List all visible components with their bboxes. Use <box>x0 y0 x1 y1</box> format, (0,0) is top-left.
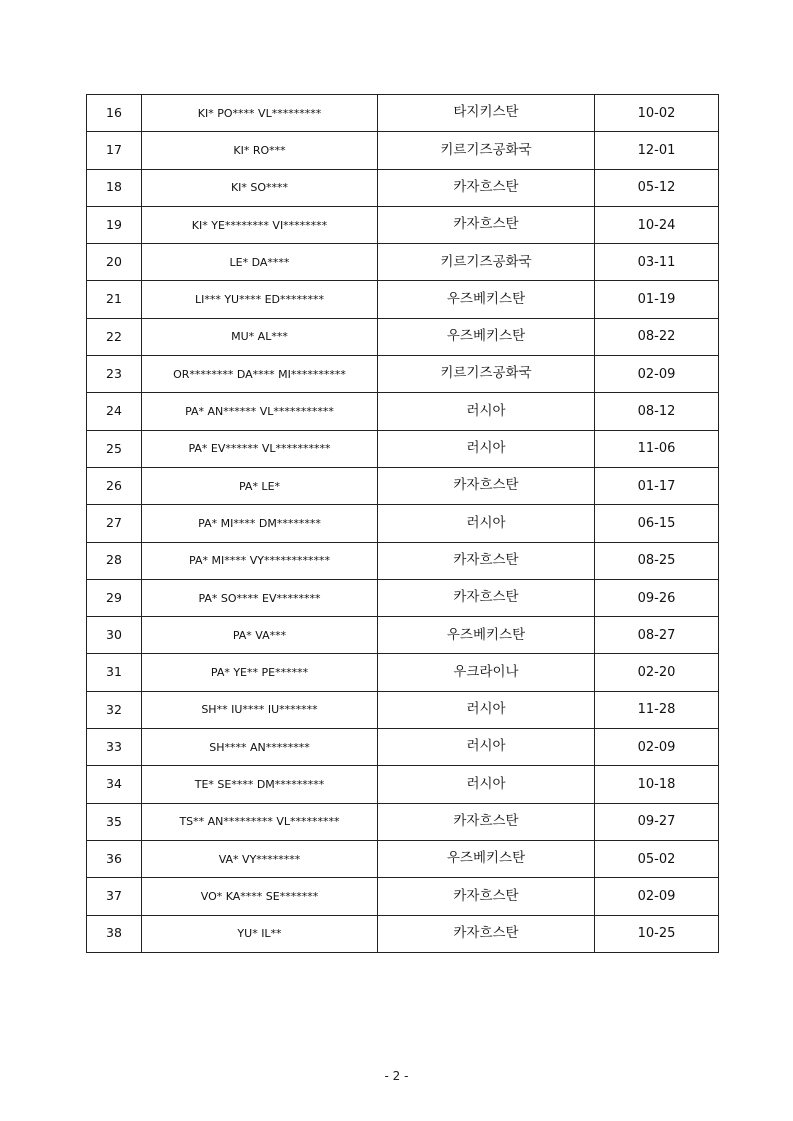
table-row <box>87 840 719 877</box>
country-cell: 카자흐스탄 <box>378 915 595 952</box>
row-number-cell: 22 <box>87 318 142 355</box>
country-cell: 카자흐스탄 <box>378 542 595 579</box>
row-number-cell: 20 <box>87 244 142 281</box>
country-cell: 러시아 <box>378 729 595 766</box>
table-row <box>87 766 719 803</box>
country-cell: 우즈베키스탄 <box>378 281 595 318</box>
date-cell: 10-18 <box>595 766 719 803</box>
date-cell: 02-20 <box>595 654 719 691</box>
date-cell: 03-11 <box>595 244 719 281</box>
row-number-cell: 21 <box>87 281 142 318</box>
row-number-cell: 34 <box>87 766 142 803</box>
row-number-cell: 32 <box>87 691 142 728</box>
masked-name-cell: VO* KA**** SE******* <box>142 878 378 915</box>
roster-table <box>86 94 719 953</box>
row-number-cell: 19 <box>87 206 142 243</box>
date-cell: 05-02 <box>595 840 719 877</box>
masked-name-cell: KI* PO**** VL********* <box>142 95 378 132</box>
table-row <box>87 691 719 728</box>
country-cell: 우크라이나 <box>378 654 595 691</box>
country-cell: 키르기즈공화국 <box>378 132 595 169</box>
masked-name-cell: KI* RO*** <box>142 132 378 169</box>
masked-name-cell: SH** IU**** IU******* <box>142 691 378 728</box>
row-number-cell: 27 <box>87 505 142 542</box>
row-number-cell: 36 <box>87 840 142 877</box>
date-cell: 01-19 <box>595 281 719 318</box>
table-row <box>87 206 719 243</box>
row-number-cell: 24 <box>87 393 142 430</box>
date-cell: 02-09 <box>595 356 719 393</box>
masked-name-cell: KI* SO**** <box>142 169 378 206</box>
country-cell: 러시아 <box>378 505 595 542</box>
country-cell: 우즈베키스탄 <box>378 318 595 355</box>
country-cell: 카자흐스탄 <box>378 579 595 616</box>
table-row <box>87 878 719 915</box>
row-number-cell: 30 <box>87 617 142 654</box>
date-cell: 09-26 <box>595 579 719 616</box>
country-cell: 키르기즈공화국 <box>378 356 595 393</box>
table-row <box>87 393 719 430</box>
masked-name-cell: PA* SO**** EV******** <box>142 579 378 616</box>
table-row <box>87 244 719 281</box>
table-row <box>87 467 719 504</box>
country-cell: 키르기즈공화국 <box>378 244 595 281</box>
date-cell: 10-25 <box>595 915 719 952</box>
masked-name-cell: KI* YE******** VI******** <box>142 206 378 243</box>
masked-name-cell: PA* MI**** DM******** <box>142 505 378 542</box>
table-row <box>87 654 719 691</box>
table-row <box>87 169 719 206</box>
masked-name-cell: YU* IL** <box>142 915 378 952</box>
row-number-cell: 17 <box>87 132 142 169</box>
row-number-cell: 16 <box>87 95 142 132</box>
table-row <box>87 915 719 952</box>
masked-name-cell: MU* AL*** <box>142 318 378 355</box>
date-cell: 02-09 <box>595 878 719 915</box>
date-cell: 08-25 <box>595 542 719 579</box>
country-cell: 러시아 <box>378 430 595 467</box>
table-row <box>87 430 719 467</box>
masked-name-cell: OR******** DA**** MI********** <box>142 356 378 393</box>
country-cell: 러시아 <box>378 393 595 430</box>
country-cell: 카자흐스탄 <box>378 206 595 243</box>
table-row <box>87 95 719 132</box>
masked-name-cell: SH**** AN******** <box>142 729 378 766</box>
masked-name-cell: PA* VA*** <box>142 617 378 654</box>
date-cell: 12-01 <box>595 132 719 169</box>
page-number: - 2 - <box>384 1069 409 1083</box>
masked-name-cell: VA* VY******** <box>142 840 378 877</box>
date-cell: 11-28 <box>595 691 719 728</box>
masked-name-cell: PA* EV****** VL********** <box>142 430 378 467</box>
masked-name-cell: TE* SE**** DM********* <box>142 766 378 803</box>
row-number-cell: 35 <box>87 803 142 840</box>
date-cell: 06-15 <box>595 505 719 542</box>
masked-name-cell: PA* YE** PE****** <box>142 654 378 691</box>
table-row <box>87 803 719 840</box>
table-row <box>87 542 719 579</box>
row-number-cell: 18 <box>87 169 142 206</box>
date-cell: 05-12 <box>595 169 719 206</box>
table-row <box>87 579 719 616</box>
date-cell: 02-09 <box>595 729 719 766</box>
row-number-cell: 31 <box>87 654 142 691</box>
row-number-cell: 26 <box>87 467 142 504</box>
row-number-cell: 33 <box>87 729 142 766</box>
country-cell: 카자흐스탄 <box>378 803 595 840</box>
date-cell: 11-06 <box>595 430 719 467</box>
table-row <box>87 505 719 542</box>
table-row <box>87 729 719 766</box>
table-row <box>87 318 719 355</box>
roster-table-body <box>87 95 719 953</box>
row-number-cell: 25 <box>87 430 142 467</box>
date-cell: 08-12 <box>595 393 719 430</box>
masked-name-cell: PA* LE* <box>142 467 378 504</box>
row-number-cell: 29 <box>87 579 142 616</box>
country-cell: 카자흐스탄 <box>378 467 595 504</box>
row-number-cell: 28 <box>87 542 142 579</box>
masked-name-cell: PA* MI**** VY************ <box>142 542 378 579</box>
country-cell: 카자흐스탄 <box>378 878 595 915</box>
date-cell: 10-24 <box>595 206 719 243</box>
table-row <box>87 356 719 393</box>
date-cell: 08-27 <box>595 617 719 654</box>
masked-name-cell: PA* AN****** VL*********** <box>142 393 378 430</box>
table-row <box>87 132 719 169</box>
date-cell: 10-02 <box>595 95 719 132</box>
country-cell: 카자흐스탄 <box>378 169 595 206</box>
date-cell: 09-27 <box>595 803 719 840</box>
row-number-cell: 37 <box>87 878 142 915</box>
country-cell: 러시아 <box>378 691 595 728</box>
masked-name-cell: LI*** YU**** ED******** <box>142 281 378 318</box>
country-cell: 우즈베키스탄 <box>378 617 595 654</box>
date-cell: 08-22 <box>595 318 719 355</box>
country-cell: 러시아 <box>378 766 595 803</box>
row-number-cell: 38 <box>87 915 142 952</box>
masked-name-cell: TS** AN********* VL********* <box>142 803 378 840</box>
masked-name-cell: LE* DA**** <box>142 244 378 281</box>
table-row <box>87 617 719 654</box>
row-number-cell: 23 <box>87 356 142 393</box>
country-cell: 우즈베키스탄 <box>378 840 595 877</box>
table-row <box>87 281 719 318</box>
country-cell: 타지키스탄 <box>378 95 595 132</box>
date-cell: 01-17 <box>595 467 719 504</box>
